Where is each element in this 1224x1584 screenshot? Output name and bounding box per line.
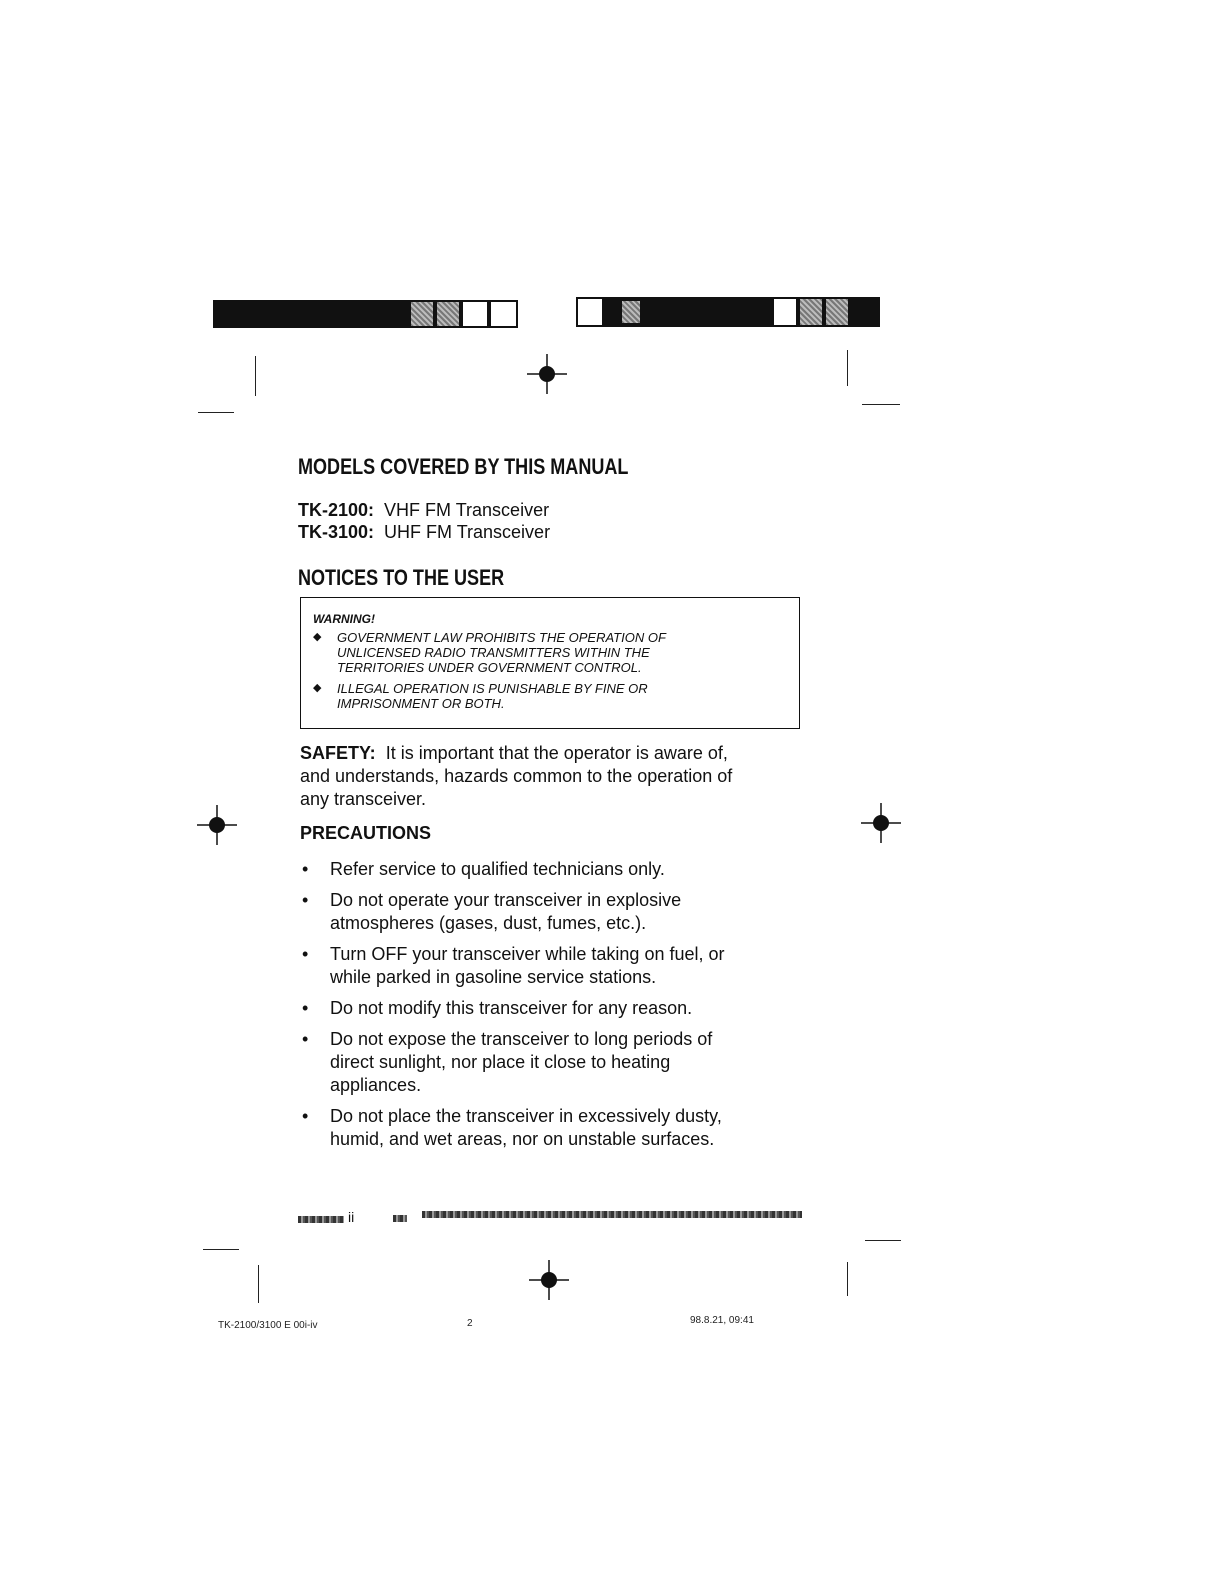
crop-mark: [198, 412, 234, 413]
list-item-line: Refer service to qualified technicians only.: [330, 859, 665, 879]
list-item: [300, 889, 800, 935]
list-item-line: Turn OFF your transceiver while taking on fuel, or: [330, 944, 725, 964]
bullet-icon: •: [302, 859, 309, 879]
bullet-icon: •: [302, 1029, 309, 1049]
bullet-icon: •: [302, 944, 309, 964]
list-item: [300, 943, 800, 989]
safety-text: It is important that the operator is aware of,: [385, 743, 728, 763]
header-bar-right: [576, 297, 880, 327]
bar-grey-segment: [435, 300, 461, 328]
registration-mark-top-icon: [527, 354, 567, 394]
diamond-bullet-icon: ◆: [313, 631, 322, 643]
footer-bar-right: [422, 1211, 802, 1218]
list-item-line: while parked in gasoline service stations.: [330, 967, 657, 987]
registration-mark-bottom-icon: [529, 1260, 569, 1300]
crop-mark: [255, 356, 256, 396]
bar-grey-segment: [798, 297, 824, 327]
safety-paragraph: [300, 742, 820, 811]
list-item-line: atmospheres (gases, dust, fumes, etc.).: [330, 913, 647, 933]
list-item-line: Do not place the transceiver in excessively dusty,: [330, 1106, 722, 1126]
warning-box: [300, 597, 800, 729]
bar-white-segment: [489, 300, 518, 328]
crop-mark: [862, 404, 900, 405]
warning-item: [313, 630, 799, 675]
notices-heading: NOTICES TO THE USER: [298, 565, 505, 590]
print-timestamp: 98.8.21, 09:41: [690, 1315, 754, 1326]
footer-bar-dots: [393, 1215, 407, 1222]
list-item: [300, 997, 800, 1020]
file-id: TK-2100/3100 E 00i-iv: [218, 1320, 318, 1331]
list-item-line: appliances.: [330, 1075, 422, 1095]
bar-black-segment: [213, 300, 409, 328]
sheet-number: 2: [467, 1318, 473, 1329]
list-item-line: Do not modify this transceiver for any reason.: [330, 998, 693, 1018]
warning-line: IMPRISONMENT OR BOTH.: [337, 696, 505, 711]
models-heading: MODELS COVERED BY THIS MANUAL: [298, 454, 629, 479]
crop-mark: [847, 350, 848, 386]
safety-line: any transceiver.: [300, 789, 427, 809]
crop-mark: [203, 1249, 239, 1250]
header-bar-left: [213, 300, 518, 328]
registration-mark-left-icon: [197, 805, 237, 845]
warning-line: UNLICENSED RADIO TRANSMITTERS WITHIN THE: [337, 645, 650, 660]
warning-line: ILLEGAL OPERATION IS PUNISHABLE BY FINE OR: [337, 681, 648, 696]
warning-line: GOVERNMENT LAW PROHIBITS THE OPERATION OF: [337, 630, 666, 645]
bar-grey-segment: [409, 300, 435, 328]
bar-white-segment: [461, 300, 489, 328]
warning-item: [313, 681, 799, 711]
page-number: ii: [348, 1209, 355, 1225]
bar-white-segment: [576, 297, 604, 327]
model-line-tk3100: [298, 521, 550, 543]
list-item: [300, 1028, 800, 1097]
bar-grey-segment: [622, 301, 640, 323]
warning-title: WARNING!: [313, 612, 375, 626]
safety-line: and understands, hazards common to the operation of: [300, 766, 733, 786]
precautions-heading: PRECAUTIONS: [300, 823, 432, 843]
model-code: TK-3100:: [298, 522, 375, 542]
crop-mark: [847, 1262, 848, 1296]
list-item-line: Do not operate your transceiver in explosive: [330, 890, 682, 910]
bullet-icon: •: [302, 998, 309, 1018]
list-item: [300, 858, 800, 881]
footer-bar-left: [298, 1216, 344, 1223]
crop-mark: [258, 1265, 259, 1303]
warning-line: TERRITORIES UNDER GOVERNMENT CONTROL.: [337, 660, 642, 675]
model-line-tk2100: [298, 499, 549, 521]
bar-grey-segment: [824, 297, 850, 327]
bar-black-segment: [850, 297, 880, 327]
crop-mark: [865, 1240, 901, 1241]
list-item-line: direct sunlight, nor place it close to heating: [330, 1052, 671, 1072]
list-item-line: Do not expose the transceiver to long periods of: [330, 1029, 713, 1049]
list-item-line: humid, and wet areas, nor on unstable surfaces.: [330, 1129, 715, 1149]
bar-white-segment: [772, 297, 798, 327]
bullet-icon: •: [302, 1106, 309, 1126]
model-description: UHF FM Transceiver: [384, 522, 551, 542]
safety-label: SAFETY:: [300, 743, 376, 763]
precautions-list: [300, 858, 800, 1159]
registration-mark-right-icon: [861, 803, 901, 843]
diamond-bullet-icon: ◆: [313, 682, 322, 694]
bullet-icon: •: [302, 890, 309, 910]
list-item: [300, 1105, 800, 1151]
safety-line: [300, 742, 820, 765]
model-description: VHF FM Transceiver: [384, 500, 550, 520]
model-code: TK-2100:: [298, 500, 375, 520]
